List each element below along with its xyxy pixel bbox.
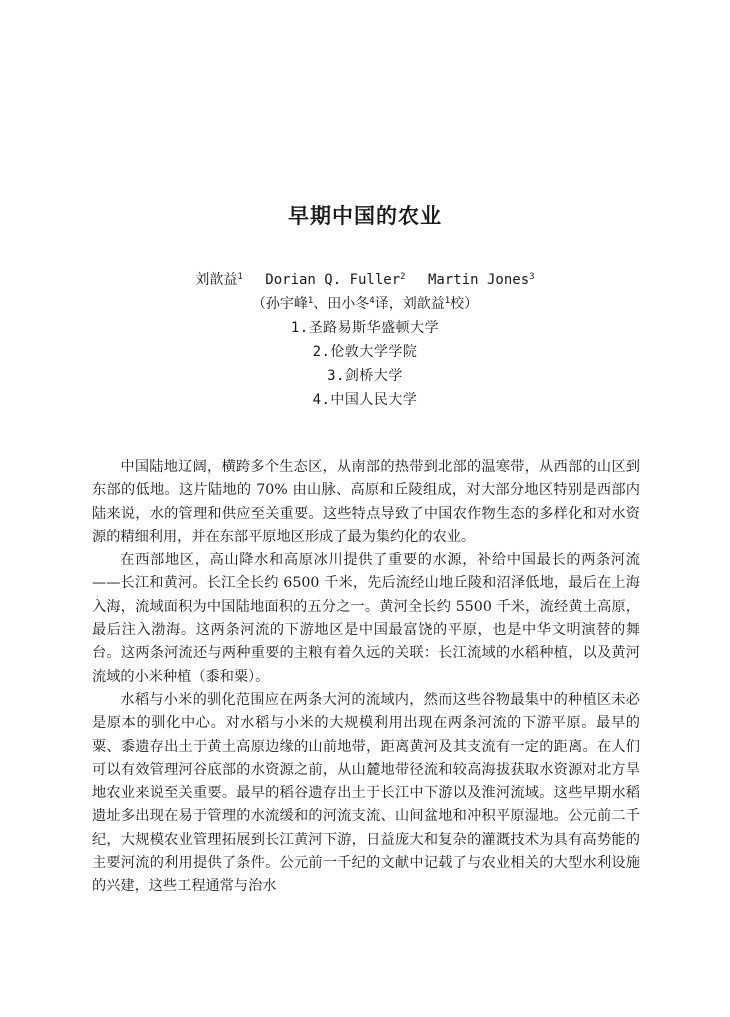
affiliation-4: 4.中国人民大学: [312, 392, 418, 408]
author-3-affil-mark: 3: [529, 272, 535, 282]
paragraph-1: 中国陆地辽阔，横跨多个生态区，从南部的热带到北部的温寒带，从西部的山区到东部的低地。这片陆地的 70% 由山脉、高原和丘陵组成，对大部分地区特别是西部内陆来说，水的管理和供应至关重要。这些特点导致了中国农作物生态的多样化和对水资源的精细利用，并在东部平原地区形成了最为集约化的农业。: [92, 459, 640, 545]
author-list: [0, 268, 730, 292]
author-1: 刘歆益$^1$: [195, 272, 243, 288]
affiliation-1: 1.圣路易斯华盛顿大学: [290, 320, 440, 336]
author-1-affil-mark: 1: [237, 272, 243, 282]
affiliation-2: 2.伦敦大学学院: [312, 344, 418, 360]
translator-line: （孙宇峰$^1$、田小冬$^4$译，刘歆益$^1$校）: [251, 296, 479, 312]
paper-title: 早期中国的农业: [288, 204, 442, 228]
author-2-affil-mark: 2: [400, 272, 406, 282]
author-2: Dorian Q. Fuller$^2$: [265, 272, 406, 288]
paragraph-3: 水稻与小米的驯化范围应在两条大河的流域内，然而这些谷物最集中的种植区未必是原本的驯化中心。对水稻与小米的大规模利用出现在两条河流的下游平原。最早的粟、黍遗存出土于黄土高原边缘的山前地带，距离黄河及其支流有一定的距离。在人们可以有效管理河谷底部的水资源之前，从山麓地带径流和较高海拔获取水资源对北方旱地农业来说至关重要。最早的稻谷遗存出土于长江中下游以及淮河流域。这些早期水稻遗址多出现在易于管理的水流缓和的河流支流、山间盆地和冲积平原湿地。公元前二千纪，大规模农业管理拓展到长江黄河下游，日益庞大和复杂的灌溉技术为具有高势能的主要河流的利用提供了条件。公元前一千纪的文献中记载了与农业相关的大型水利设施的兴建，这些工程通常与治水: [92, 691, 640, 895]
affiliation-3: 3.剑桥大学: [327, 368, 403, 384]
author-3: Martin Jones$^3$: [428, 272, 535, 288]
paragraph-2: 在西部地区，高山降水和高原冰川提供了重要的水源，补给中国最长的两条河流——长江和黄河。长江全长约 6500 千米，先后流经山地丘陵和沼泽低地，最后在上海入海，流域面积为中国陆地面积的五分之一。黄河全长约 5500 千米，流经黄土高原，最后注入渤海。这两条河流的下游地区是中国最富饶的平原，也是中华文明演替的舞台。这两条河流还与两种重要的主粮有着久远的关联：长江流域的水稻种植，以及黄河流域的小米种植（黍和粟）。: [92, 552, 640, 685]
byline: [0, 268, 730, 412]
body-text: [92, 456, 640, 899]
